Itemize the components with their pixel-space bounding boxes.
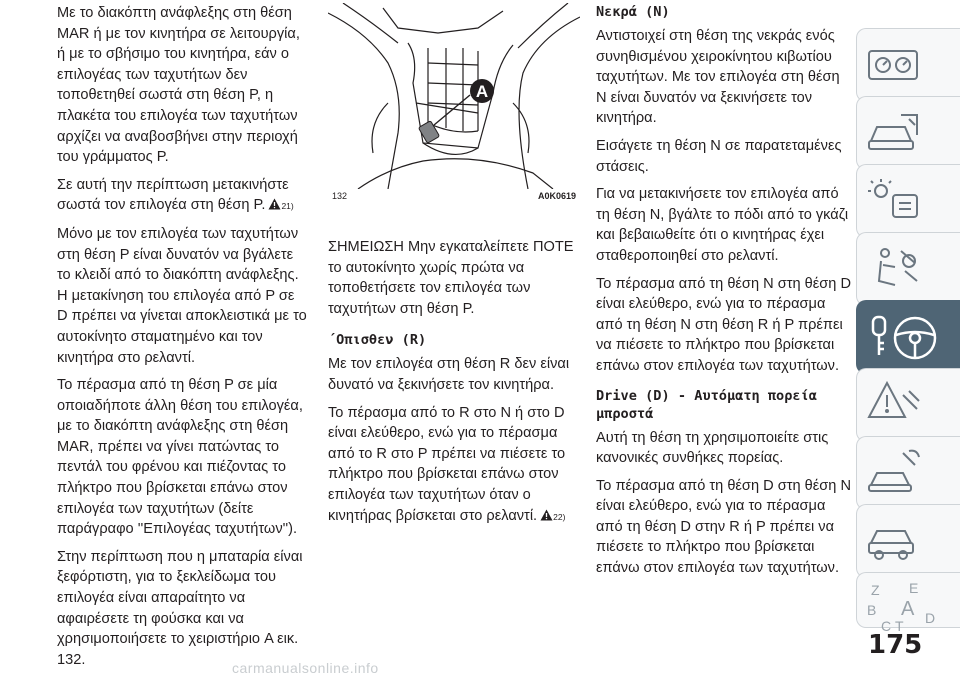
- tab-starting-driving[interactable]: [856, 300, 960, 374]
- paragraph: Μόνο με τον επιλογέα των ταχυτήτων στη θέση P είναι δυνατόν να βγάλετε το κλειδί από το διακόπτη ανάφλεξης. Η μετακίνηση του επιλογέα από P σε D πρέπει να γίνεται αποκλειστικά με το αυτοκίνητο σταματημένο και τον κινητήρα στο ρελαντί.: [57, 225, 307, 366]
- key-steering-wheel-icon: [865, 309, 945, 367]
- watermark: carmanualsonline.info: [232, 660, 379, 676]
- svg-text:E: E: [909, 581, 919, 596]
- left-column: [57, 3, 307, 677]
- paragraph: Αντιστοιχεί στη θέση της νεκράς ενός συνηθισμένου χειροκίνητου κιβωτίου ταχυτήτων. Με τον επιλογέα στη θέση N είναι δυνατόν να ξεκινήσετε τον κινητήρα.: [596, 28, 840, 127]
- section-heading-neutral: Νεκρά (N): [596, 4, 670, 20]
- section-heading-reverse: ΄Οπισθεν (R): [328, 332, 427, 349]
- tab-index[interactable]: [856, 572, 960, 633]
- figure-number: 132: [332, 191, 348, 201]
- tab-emergency[interactable]: [856, 368, 960, 442]
- page-number: 175: [868, 630, 923, 660]
- svg-text:C: C: [881, 618, 892, 633]
- middle-column: [328, 237, 580, 534]
- warning-triangle-icon: [865, 377, 925, 433]
- figure-code: A0K0619: [537, 191, 576, 201]
- figure-132: [328, 3, 580, 213]
- paragraph: Σε αυτή την περίπτωση μετακινήστε σωστά τον επιλογέα στη θέση P. 21): [57, 176, 294, 214]
- paragraph: Το πέρασμα από τη θέση D στη θέση N είναι ελεύθερο, ενώ για το πέρασμα από τη θέση D στην R ή P πρέπει να πιέσετε το πλήκτρο που βρίσκεται επάνω στον επιλογέα των ταχυτήτων.: [596, 477, 851, 577]
- note-paragraph: ΣΗΜΕΙΩΣΗ Μην εγκαταλείπετε ΠΟΤΕ το αυτοκίνητο χωρίς πρώτα να τοποθετήσετε τον επιλογέα των ταχυτήτων στη θέση P.: [328, 239, 574, 317]
- gear-selector-illustration: [328, 3, 580, 189]
- tab-technical-data[interactable]: [856, 504, 960, 578]
- car-specs-icon: [865, 513, 925, 569]
- svg-text:B: B: [867, 602, 877, 618]
- section-heading-drive: Drive (D) - Αυτόματη πορεία μπροστά: [596, 387, 817, 422]
- paragraph: Για να μετακινήσετε τον επιλογέα από τη θέση N, βγάλτε το πόδι από το γκάζι και βεβαιωθείτε ότι ο κινητήρας έχει σταθεροποιηθεί στο ρελαντί.: [596, 186, 849, 264]
- paragraph: Με το διακόπτη ανάφλεξης στη θέση MAR ή με τον κινητήρα σε λειτουργία, ή με το σβήσιμο του κινητήρα, εάν ο επιλογέας των ταχυτήτων δεν τοποθετηθεί σωστά στη θέση P, η πλακέτα του επιλογέα των ταχυτήτων αρχίζει να αναβοσβήνει στην περιοχή του γράμματος P.: [57, 5, 300, 166]
- alphabet-index-icon: [865, 581, 945, 633]
- service-wrench-icon: [865, 445, 925, 501]
- tab-service[interactable]: [856, 436, 960, 510]
- tab-dashboard[interactable]: [856, 28, 960, 102]
- paragraph: Στην περίπτωση που η μπαταρία είναι ξεφόρτιστη, για το ξεκλείδωμα του επιλογέα είναι απαραίτητο να αφαιρέσετε τη φούσκα και να χρησιμοποιήσετε το χειριστήριο A εικ. 132.: [57, 548, 303, 668]
- chapter-tabs: [856, 28, 960, 633]
- paragraph: Το πέρασμα από τη θέση P σε μία οποιαδήποτε άλλη θέση του επιλογέα, με το διακόπτη ανάφλεξης στη θέση MAR, πρέπει να γίνει πατώντας το πεντάλ του φρένου και πιέζοντας το πλήκτρο που βρίσκεται επάνω στον επιλογέα των ταχυτήτων (δείτε παράγραφο ''Επιλογέας ταχυτήτων'').: [57, 377, 303, 538]
- warning-triangle-icon: [268, 198, 281, 210]
- figure-caption: [328, 191, 580, 205]
- reference-number: 22): [553, 511, 566, 522]
- svg-text:T: T: [895, 618, 904, 633]
- lights-warning-icon: [865, 173, 925, 229]
- svg-text:A: A: [901, 598, 915, 620]
- svg-text:Z: Z: [871, 582, 880, 598]
- figure-label: A: [475, 82, 489, 101]
- tab-airbag[interactable]: [856, 232, 960, 306]
- paragraph: Με τον επιλογέα στη θέση R δεν είναι δυνατό να ξεκινήσετε τον κινητήρα.: [328, 356, 570, 393]
- airbag-seat-icon: [865, 241, 925, 297]
- paragraph: Εισάγετε τη θέση N σε παρατεταμένες στάσεις.: [596, 137, 842, 175]
- right-column: [596, 3, 851, 586]
- tab-lights-warnings[interactable]: [856, 164, 960, 238]
- paragraph: Το πέρασμα από το R στο N ή στο D είναι ελεύθερο, ενώ για το πέρασμα από το R στο P πρέπει να πιέσετε το πλήκτρο που βρίσκεται επάνω στον επιλογέα των ταχυτήτων όταν ο κινητήρας βρίσκεται στο ρελαντί. 22): [328, 404, 566, 524]
- tab-safety[interactable]: [856, 96, 960, 170]
- dashboard-icon: [865, 37, 925, 93]
- safety-icon: [865, 105, 925, 161]
- svg-text:D: D: [925, 610, 936, 626]
- warning-triangle-icon: [540, 509, 553, 521]
- paragraph: Το πέρασμα από τη θέση N στη θέση D είναι ελεύθερο, ενώ για το πέρασμα από τη θέση N στη θέση R ή P πρέπει να πιέσετε το πλήκτρο που βρίσκεται επάνω στον επιλογέα των ταχυτήτων.: [596, 275, 851, 374]
- reference-number: 21): [281, 201, 294, 212]
- paragraph: Αυτή τη θέση τη χρησιμοποιείτε στις κανονικές συνθήκες πορείας.: [596, 429, 829, 467]
